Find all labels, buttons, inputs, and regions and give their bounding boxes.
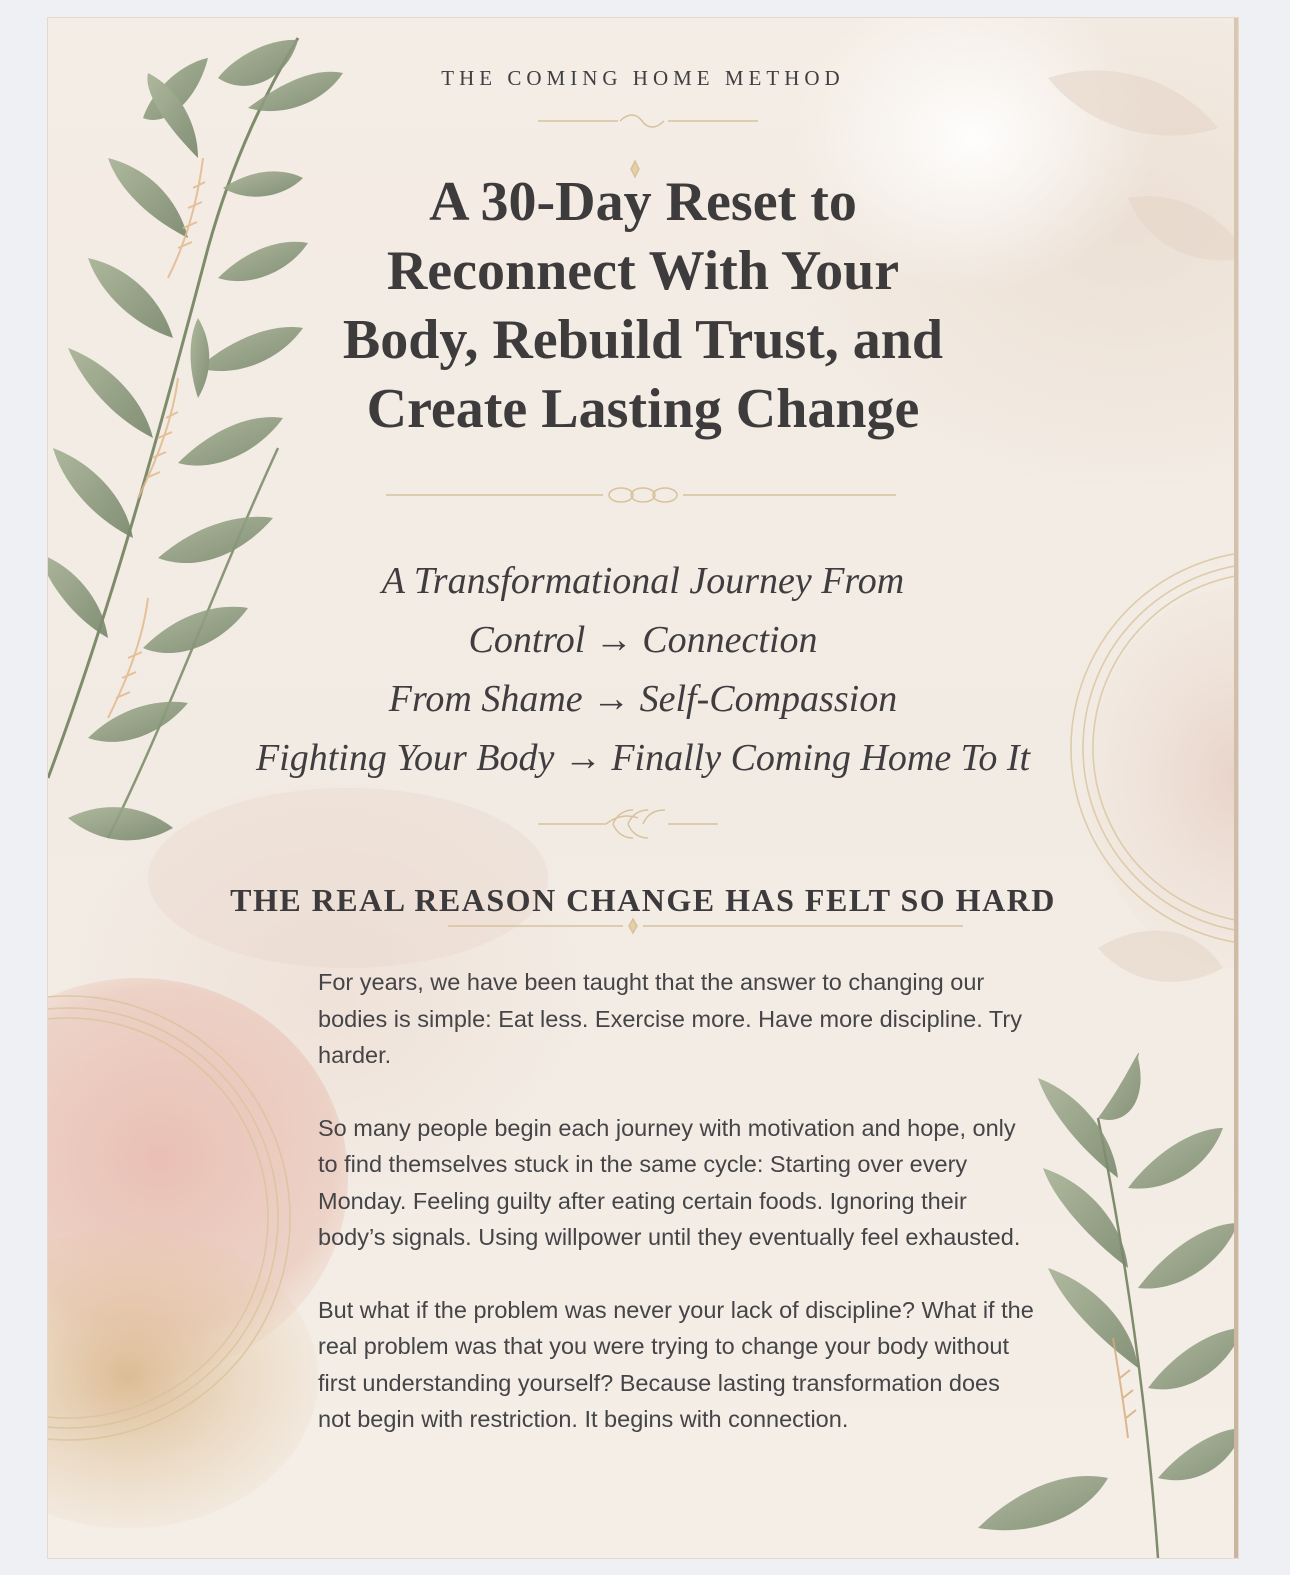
main-title [48, 168, 1238, 444]
body-paragraph: So many people begin each journey with motivation and hope, only to find themselves stuck in the same cycle: Starting over every Monday. Feeling guilty after eating certain foods. Ignoring their body’s signals. Using willpower until they eventually feel exhausted. [318, 1114, 1021, 1250]
title-line: Create Lasting Change [366, 378, 920, 440]
body-paragraph: But what if the problem was never your lack of discipline? What if the real problem was that you were trying to change your body without first understanding yourself? Because lasting transformation does not begin with restriction. It begins with connection. [318, 1296, 1034, 1432]
title-line: Body, Rebuild Trust, and [342, 309, 944, 371]
divider-section [448, 919, 963, 933]
body-text [318, 964, 1038, 1474]
subtitle [48, 552, 1238, 788]
section-heading: THE REAL REASON CHANGE HAS FELT SO HARD [230, 882, 1056, 918]
title-line: Reconnect With Your [386, 240, 900, 302]
document-page [48, 18, 1238, 1558]
body-paragraph: For years, we have been taught that the answer to changing our bodies is simple: Eat less. Exercise more. Have more discipline. Try harder. [318, 969, 1022, 1068]
divider-title [386, 488, 896, 502]
subtitle-line: From Shame → Self-Compassion [388, 678, 898, 720]
subtitle-line: Fighting Your Body → Finally Coming Home To It [255, 737, 1031, 779]
eyebrow-label: THE COMING HOME METHOD [441, 66, 845, 90]
subtitle-line: Control → Connection [468, 619, 818, 661]
title-line: A 30-Day Reset to [429, 171, 857, 233]
subtitle-line: A Transformational Journey From [381, 560, 905, 602]
divider-laurel [538, 810, 718, 838]
